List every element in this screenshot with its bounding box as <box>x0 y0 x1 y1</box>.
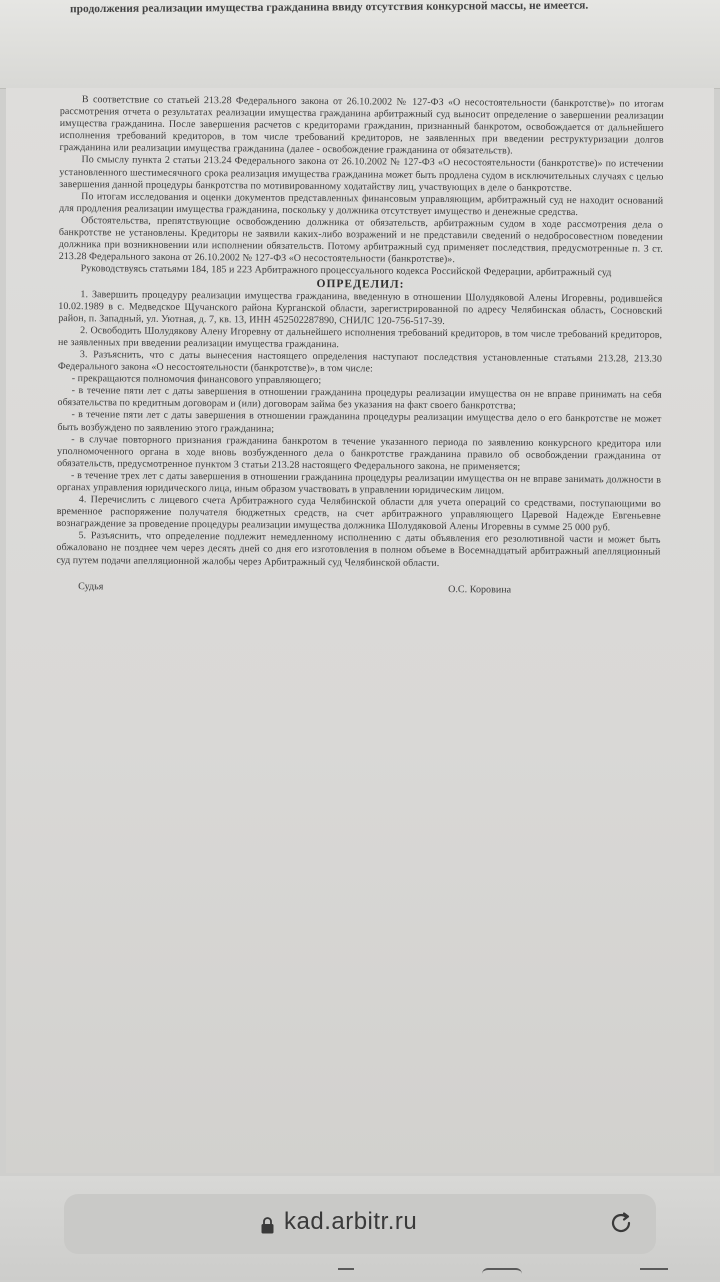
paragraph: По смыслу пункта 2 статьи 213.24 Федерального закона от 26.10.2002 № 127-ФЗ «О несостоятельности (банкротстве)» по истечении установленного шестимесячного срока реализация имущества гражданина может быть продлена судом в исключительных случаях с целью завершения данной процедуры банкротства по мотивированному ходатайству лиц, участвующих в деле о банкротстве. <box>59 154 664 194</box>
paragraph: В соответствие со статьей 213.28 Федерального закона от 26.10.2002 № 127-ФЗ «О несостоятельности (банкротстве)» по итогам рассмотрения отчета о результатах реализации имущества гражданина арбитражный суд выносит определение о завершении реализации имущества гражданина. После завершения расчетов с кредиторами гражданин, признанный банкротом, освобождается от дальнейшего исполнения требований кредиторов, в том числе требований кредиторов, не заявленных при введении реструктуризации долгов гражданина или реализации имущества гражданина (далее - освобождение гражданина от обязательств). <box>59 94 664 157</box>
ruling-item: 2. Освободить Шолудякову Алену Игоревну от дальнейшего исполнения требований кредиторов, в том числе требований кредиторов, не заявленных при введении реализации имущества гражданина. <box>58 324 663 351</box>
ruling-item: 1. Завершить процедуру реализации имущества гражданина, введенную в отношении Шолудяковой Алены Игоревны, родившейся 10.02.1989 в с. Медведское Щучанского района Курганской области, зарегистрированной по адресу Челябинская область, Сосновский район, п. Западный, ул. Уютная, д. 7, кв. 13, ИНН 452502287890, СНИЛС 120-756-517-39. <box>58 288 663 327</box>
lock-icon <box>261 1217 274 1234</box>
reload-icon[interactable] <box>608 1210 634 1236</box>
ruling-item: 5. Разъяснить, что определение подлежит немедленному исполнению с даты объявления его резолютивной части и может быть обжаловано не позднее чем через десять дней со дня его изготовления в полном объеме в Восемнадцатый арбитражный апелляционный суд путем подачи апелляционной жалобы через Арбитражный суд Челябинской области. <box>56 530 661 569</box>
paragraph: По итогам исследования и оценки документов представленных финансовым управляющим, арбитражный суд не находит оснований для продления реализации имущества гражданина, поскольку у должника отсутствует имущество и денежные средства. <box>59 190 664 218</box>
previous-page-edge <box>0 0 720 89</box>
url-text: kad.arbitr.ru <box>284 1208 418 1235</box>
consequence-item: - в случае повторного признания гражданина банкротом в течение указанного периода по заявлению конкурсного кредитора или уполномоченного органа в ходе вновь возбужденного дела о банкротстве гражданина правило об освобождении гражданина от обязательств, предусмотренное пунктом 3 статьи 213.28 настоящего Федерального закона, не применяется; <box>57 433 662 473</box>
paragraph: Руководствуясь статьями 184, 185 и 223 Арбитражного процессуального кодекса Российской Федерации, арбитражный суд <box>80 263 612 279</box>
ruling-heading: ОПРЕДЕЛИЛ: <box>316 278 405 292</box>
signature-name: О.С. Коровина <box>448 583 512 596</box>
ruling-item: 4. Перечислить с лицевого счета Арбитражного суда Челябинской области для учета операций со средствами, поступающими во временное распоряжение получателя бюджетных средств, на счет арбитражного управляющего Царевой Надежде Евгеньевне вознаграждение за проведение процедуры реализации имущества должника Шолудяковой Алены Игоревны в сумме 25 000 руб. <box>56 494 661 534</box>
court-ruling-text <box>56 94 664 601</box>
paragraph: Обстоятельства, препятствующие освобождению должника от обязательств, арбитражным судом в ходе рассмотрения дела о банкротстве не установлены. Кредиторы не заявили каких-либо возражений и не представили сведений о недобросовестном поведении должника при возникновении или исполнении обязательств. Потому арбитражный суд применяет последствия, предусмотренные п. 3 ст. 213.28 Федерального закона от 26.10.2002 № 127-ФЗ «О несостоятельности (банкротстве)». <box>58 215 664 266</box>
consequence-item: - в течение пяти лет с даты завершения в отношении гражданина процедуры реализации имущества дело о его банкротстве не может быть возбуждено по заявлению этого гражданина; <box>57 409 662 435</box>
consequence-item: - в течение пяти лет с даты завершения в отношении гражданина процедуры реализации имущества он не вправе принимать на себя обязательства по кредитным договорам и (или) договорам займа без указания на факт своего банкротства; <box>57 385 662 412</box>
toolbar-icons-partial <box>0 1268 720 1280</box>
ruling-item: 3. Разъяснить, что с даты вынесения настоящего определения наступают последствия установленные статьями 213.28, 213.30 Федерального закона «О несостоятельности (банкротстве)», в том числе: <box>57 349 662 375</box>
consequence-item: - в течение трех лет с даты завершения в отношении гражданина процедуры реализации имущества он не вправе занимать должности в органах управления юридического лица, иным образом участвовать в управлении юридическим лицом. <box>56 470 662 497</box>
address-field[interactable] <box>64 1194 656 1254</box>
browser-address-bar <box>0 1176 720 1280</box>
consequence-item: - прекращаются полномочия финансового управляющего; <box>71 373 322 387</box>
previous-page-text: продолжения реализации имущества гражданина ввиду отсутствия конкурсной массы, не имеется. <box>70 0 589 16</box>
signature-role: Судья <box>78 580 104 593</box>
